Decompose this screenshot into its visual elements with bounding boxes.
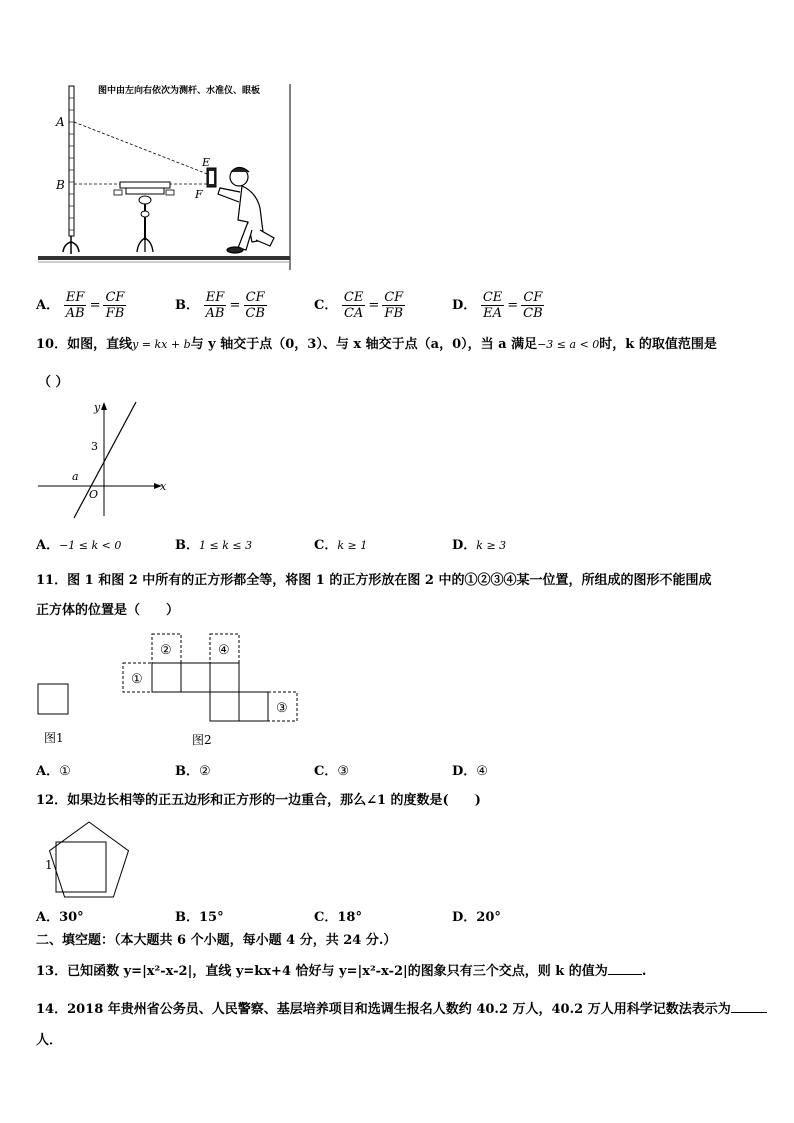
q11-option-a[interactable]: A．① bbox=[36, 764, 71, 779]
q12-option-b[interactable]: B．15° bbox=[175, 910, 224, 925]
q11-figures bbox=[34, 632, 314, 750]
q11-stem-line2: 正方体的位置是（ ） bbox=[36, 603, 180, 618]
x-intercept-label: a bbox=[72, 470, 79, 483]
cell-1-label: ① bbox=[131, 672, 143, 687]
q9-figure bbox=[34, 80, 296, 272]
q9-option-c[interactable]: C． $\frac{CE}{CA}$ = $\frac{CF}{FB}$ bbox=[314, 290, 404, 321]
q11-option-b[interactable]: B．② bbox=[175, 764, 211, 779]
label-e: E bbox=[202, 156, 211, 169]
q10-option-c[interactable]: C．k ≥ 1 bbox=[314, 538, 368, 553]
q14-answer-blank[interactable] bbox=[731, 1000, 767, 1013]
q11-option-c[interactable]: C．③ bbox=[314, 764, 350, 779]
cell-2-label: ② bbox=[160, 643, 172, 658]
q10-graph bbox=[34, 398, 174, 520]
q11-option-d[interactable]: D．④ bbox=[452, 764, 488, 779]
q12-figure bbox=[34, 818, 134, 898]
fig1-label: 图1 bbox=[44, 731, 64, 745]
q13-stem: 13．已知函数 y=|x²-x-2|，直线 y=kx+4 恰好与 y=|x²-x-2|的图象只有三个交点，则 k 的值为 . bbox=[36, 964, 647, 979]
origin-label: O bbox=[89, 488, 99, 501]
q14-stem-line1: 14．2018 年贵州省公务员、人民警察、基层培养项目和选调生报名人数约 40.2 万人，40.2 万人用科学记数法表示为 bbox=[36, 1000, 767, 1019]
label-a: A bbox=[56, 115, 65, 129]
q13-answer-blank[interactable] bbox=[608, 962, 642, 975]
q9-option-d[interactable]: D． $\frac{CE}{EA}$ = $\frac{CF}{CB}$ bbox=[452, 290, 543, 321]
q11-stem-line1: 11．图 1 和图 2 中所有的正方形都全等，将图 1 的正方形放在图 2 中的①②③④某一位置，所组成的图形不能围成 bbox=[36, 573, 712, 588]
y-intercept-label: 3 bbox=[91, 440, 98, 453]
fig2-label: 图2 bbox=[192, 733, 212, 747]
cell-3-label: ③ bbox=[276, 701, 288, 716]
q10-option-d[interactable]: D．k ≥ 3 bbox=[452, 538, 507, 553]
q10-stem: 10．如图，直线y = kx + b与 y 轴交于点（0，3）、与 x 轴交于点（a，0），当 a 满足−3 ≤ a < 0时，k 的取值范围是 bbox=[36, 337, 717, 352]
surveying-illustration bbox=[34, 80, 296, 272]
q10-paren: （ ） bbox=[38, 375, 69, 390]
cell-4-label: ④ bbox=[218, 643, 230, 658]
label-b: B bbox=[56, 178, 65, 192]
q12-stem: 12．如果边长相等的正五边形和正方形的一边重合，那么∠1 的度数是( ) bbox=[36, 793, 481, 808]
q12-option-a[interactable]: A．30° bbox=[36, 910, 84, 925]
q12-option-d[interactable]: D．20° bbox=[452, 910, 501, 925]
q10-option-b[interactable]: B．1 ≤ k ≤ 3 bbox=[175, 538, 253, 553]
q9-option-a[interactable]: A． $\frac{EF}{AB}$ = $\frac{CF}{FB}$ bbox=[36, 290, 125, 321]
axis-x-label: x bbox=[160, 480, 167, 493]
label-f: F bbox=[195, 188, 203, 201]
section-2-heading: 二、填空题：（本大题共 6 个小题，每小题 4 分，共 24 分.） bbox=[36, 933, 397, 948]
q9-option-b[interactable]: B． $\frac{EF}{AB}$ = $\frac{CF}{CB}$ bbox=[175, 290, 265, 321]
q12-option-c[interactable]: C．18° bbox=[314, 910, 362, 925]
q10-option-a[interactable]: A．−1 ≤ k < 0 bbox=[36, 538, 122, 553]
angle-1-label: 1 bbox=[45, 858, 53, 872]
figure-caption: 图中由左向右依次为测杆、水准仪、眼板 bbox=[98, 86, 261, 96]
q14-stem-line2: 人． bbox=[36, 1033, 63, 1048]
axis-y-label: y bbox=[94, 401, 101, 414]
